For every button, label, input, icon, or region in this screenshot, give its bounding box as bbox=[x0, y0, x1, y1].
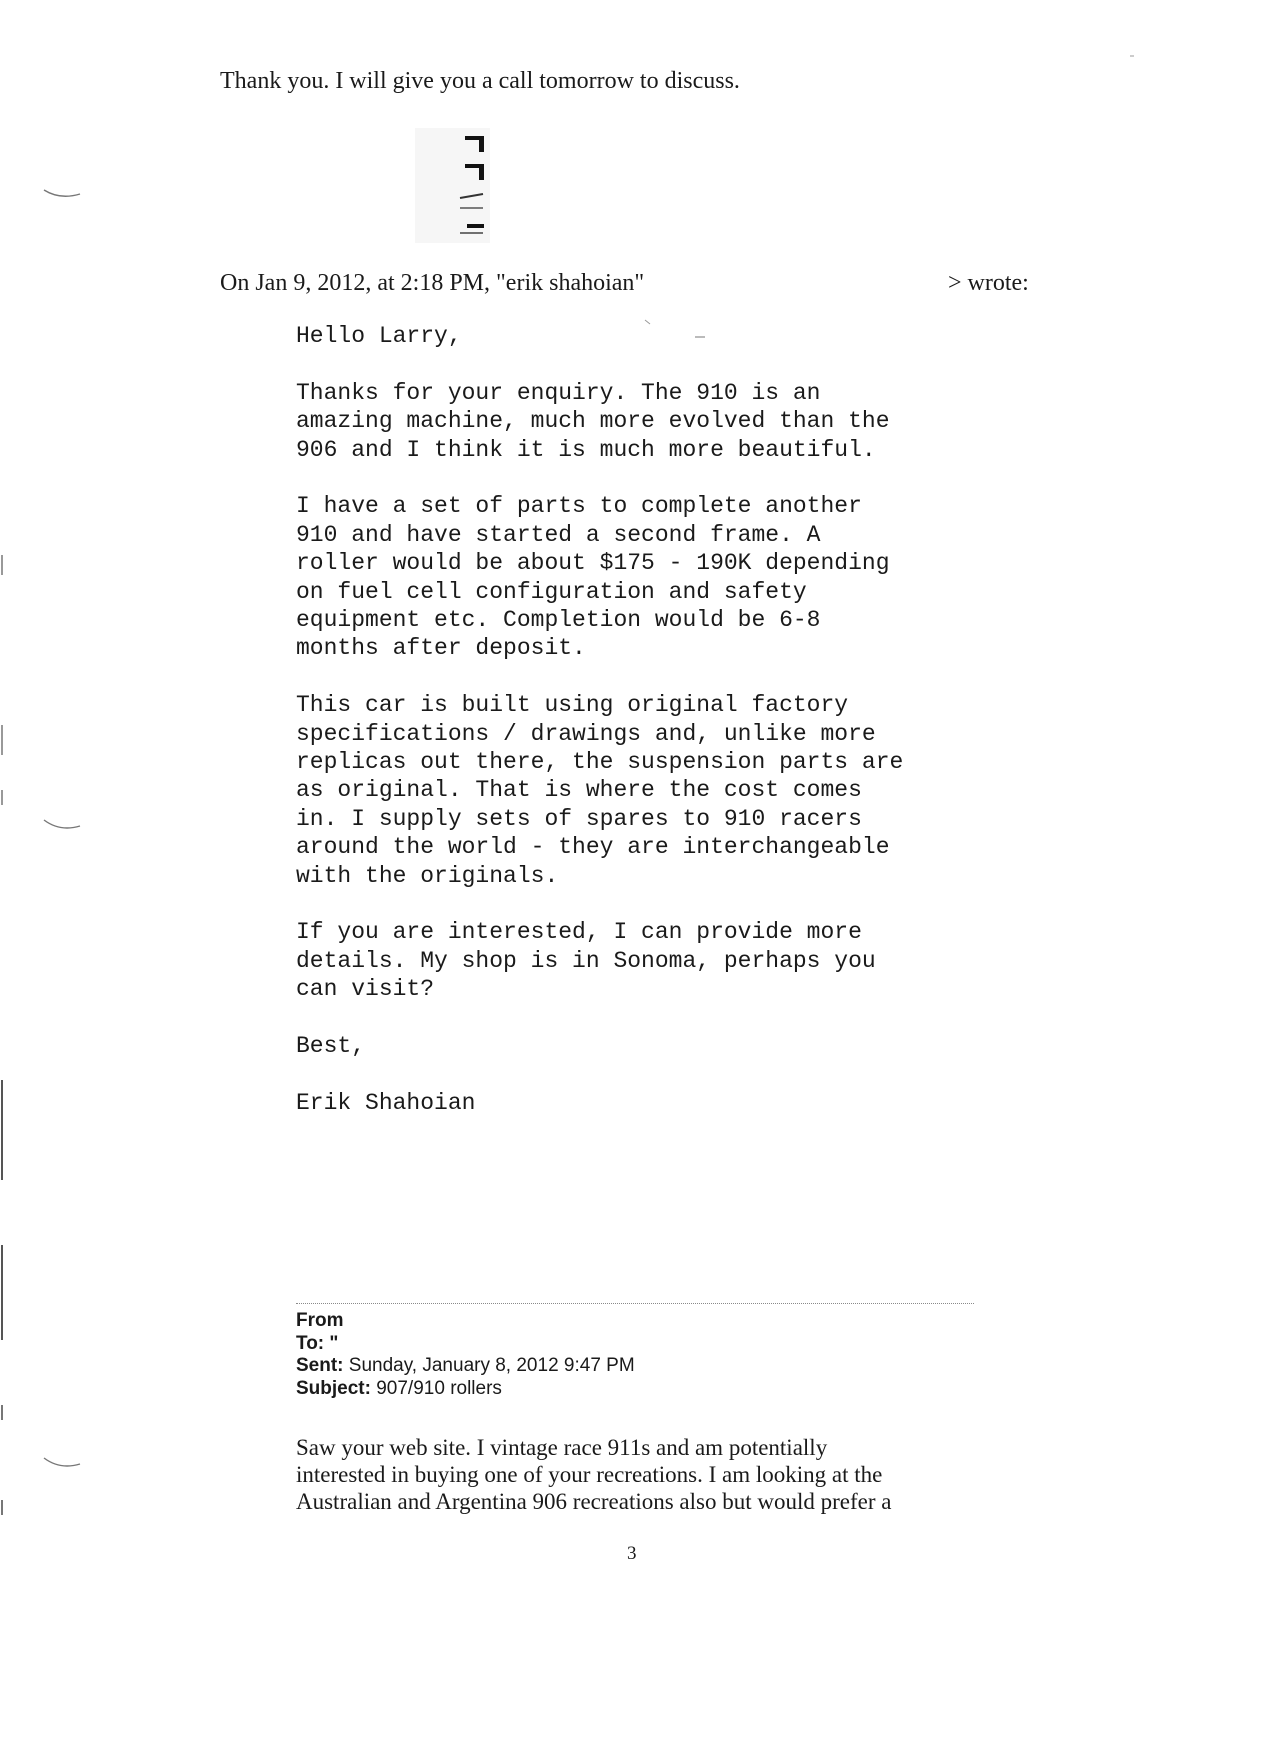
email-paragraph bbox=[296, 1089, 903, 1117]
email-line: Thanks for your enquiry. The 910 is an bbox=[296, 379, 821, 406]
sent-label: Sent: bbox=[296, 1355, 344, 1376]
original-message-line: Saw your web site. I vintage race 911s and am potentially bbox=[296, 1435, 828, 1460]
reply-header: On Jan 9, 2012, at 2:18 PM, "erik shahoian" bbox=[220, 270, 645, 296]
page-number: 3 bbox=[627, 1543, 637, 1564]
email-line: Best, bbox=[296, 1033, 366, 1060]
email-paragraph bbox=[296, 322, 903, 350]
email-line: I have a set of parts to complete another bbox=[296, 493, 862, 520]
email-line: Hello Larry, bbox=[296, 323, 462, 349]
original-message-body bbox=[296, 1434, 891, 1515]
email-line: specifications / drawings and, unlike more bbox=[296, 720, 876, 747]
redaction-mark bbox=[415, 128, 490, 243]
to-line bbox=[296, 1333, 635, 1356]
email-line: equipment etc. Completion would be 6-8 bbox=[296, 607, 821, 634]
email-paragraph bbox=[296, 691, 903, 890]
email-line: details. My shop is in Sonoma, perhaps you bbox=[296, 947, 876, 974]
sent-value: Sunday, January 8, 2012 9:47 PM bbox=[348, 1355, 635, 1376]
email-line: amazing machine, much more evolved than the bbox=[296, 408, 890, 435]
to-value: " bbox=[329, 1332, 339, 1354]
email-line: replicas out there, the suspension parts are bbox=[296, 749, 904, 776]
email-paragraph bbox=[296, 918, 903, 1003]
email-line: 906 and I think it is much more beautiful. bbox=[296, 436, 876, 463]
email-line: months after deposit. bbox=[296, 635, 586, 662]
email-line: roller would be about $175 - 190K depending bbox=[296, 550, 890, 577]
subject-value: 907/910 rollers bbox=[376, 1377, 502, 1399]
from-line bbox=[296, 1310, 635, 1333]
email-body bbox=[296, 322, 903, 1146]
subject-line bbox=[296, 1378, 635, 1401]
from-label: From bbox=[296, 1310, 344, 1331]
original-message-line: Australian and Argentina 906 recreations also but would prefer a bbox=[296, 1489, 892, 1514]
message-divider bbox=[296, 1303, 974, 1304]
email-line: 910 and have started a second frame. A bbox=[296, 521, 821, 548]
email-line: with the originals. bbox=[296, 862, 559, 889]
original-message-header bbox=[296, 1310, 635, 1400]
closing-reply-line: Thank you. I will give you a call tomorrow to discuss. bbox=[220, 68, 740, 94]
email-paragraph bbox=[296, 492, 903, 662]
sent-line bbox=[296, 1355, 635, 1378]
email-paragraph bbox=[296, 379, 903, 464]
email-line: as original. That is where the cost comes bbox=[296, 777, 862, 804]
email-line: in. I supply sets of spares to 910 racers bbox=[296, 805, 862, 832]
subject-label: Subject: bbox=[296, 1377, 371, 1399]
email-line: This car is built using original factory bbox=[296, 692, 849, 719]
email-line: If you are interested, I can provide more bbox=[296, 919, 862, 946]
email-paragraph bbox=[296, 1032, 903, 1060]
email-line: can visit? bbox=[296, 976, 435, 1003]
email-line: on fuel cell configuration and safety bbox=[296, 578, 807, 605]
email-line: Erik Shahoian bbox=[296, 1089, 476, 1116]
original-message-line: interested in buying one of your recreations. I am looking at the bbox=[296, 1462, 883, 1487]
email-line: around the world - they are interchangeable bbox=[296, 834, 890, 861]
to-label: To: bbox=[296, 1332, 325, 1354]
reply-wrote-label: > wrote: bbox=[948, 270, 1029, 296]
